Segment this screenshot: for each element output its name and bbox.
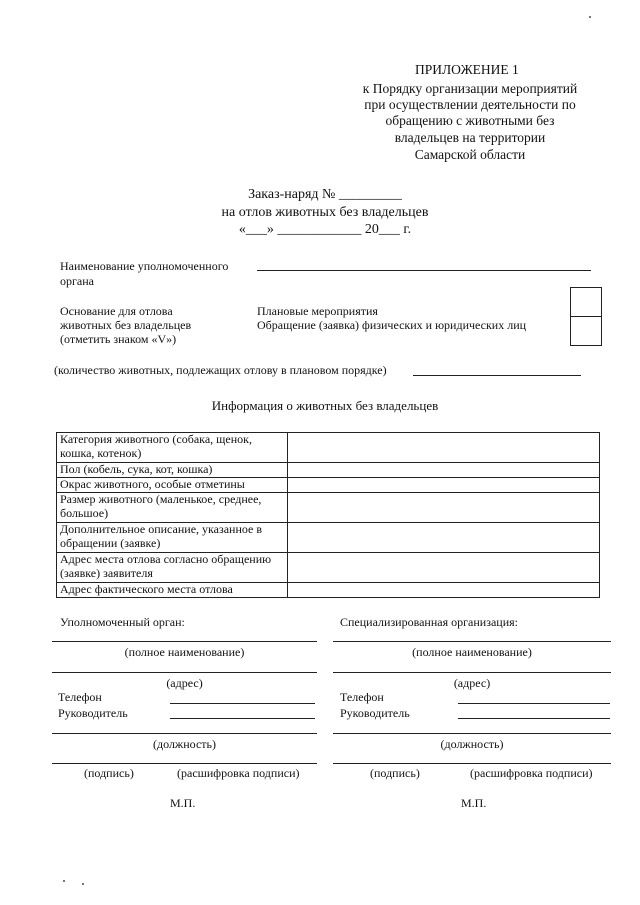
right-position-field[interactable] <box>333 733 611 734</box>
right-phone-field[interactable] <box>458 703 610 704</box>
row-label: Адрес фактического места отлова <box>57 583 288 598</box>
basis-option-planned: Плановые мероприятия <box>257 304 378 318</box>
checkbox-planned[interactable] <box>570 287 602 317</box>
row-value[interactable] <box>288 433 600 463</box>
table-row <box>57 523 600 553</box>
right-fullname-caption: (полное наименование) <box>412 645 532 659</box>
left-stamp: М.П. <box>170 796 196 810</box>
left-signature-caption: (подпись) <box>84 766 134 780</box>
authority-label: Наименование уполномоченного <box>60 259 229 273</box>
table-row <box>57 463 600 478</box>
count-label: (количество животных, подлежащих отлову в плановом порядке) <box>54 363 387 377</box>
right-heading: Специализированная организация: <box>340 615 518 629</box>
table-row <box>57 433 600 463</box>
basis-label: животных без владельцев <box>60 318 192 332</box>
left-head-label: Руководитель <box>58 706 128 720</box>
order-subtitle: на отлов животных без владельцев <box>221 205 429 220</box>
info-title: Информация о животных без владельцев <box>211 398 439 413</box>
left-position-caption: (должность) <box>153 737 216 751</box>
basis-label: (отметить знаком «V») <box>60 332 177 346</box>
right-head-field[interactable] <box>458 718 610 719</box>
left-heading: Уполномоченный орган: <box>60 615 185 629</box>
left-decoding-caption: (расшифровка подписи) <box>177 766 300 780</box>
row-label: Категория животного (собака, щенок, кошка, котенок) <box>57 433 288 463</box>
row-value[interactable] <box>288 478 600 493</box>
scan-speck <box>63 880 65 882</box>
appendix-line: обращению с животными без <box>385 113 555 128</box>
table-row <box>57 478 600 493</box>
left-address-caption: (адрес) <box>166 676 203 690</box>
appendix-line: к Порядку организации мероприятий <box>362 81 578 96</box>
left-phone-label: Телефон <box>58 690 102 704</box>
left-name-field-2[interactable] <box>52 672 317 673</box>
left-position-field[interactable] <box>52 733 317 734</box>
appendix-line: при осуществлении деятельности по <box>364 97 576 112</box>
right-name-field-1[interactable] <box>333 641 611 642</box>
scan-speck <box>82 883 84 885</box>
authority-field[interactable] <box>257 270 591 271</box>
order-title: Заказ-наряд № _________ <box>248 187 402 202</box>
left-signature-field[interactable] <box>52 763 317 764</box>
row-label: Размер животного (маленькое, среднее, большое) <box>57 493 288 523</box>
appendix-line: владельцев на территории <box>394 130 546 145</box>
right-signature-field[interactable] <box>333 763 611 764</box>
basis-label: Основание для отлова <box>60 304 173 318</box>
right-address-caption: (адрес) <box>453 676 491 690</box>
row-value[interactable] <box>288 553 600 583</box>
left-name-field-1[interactable] <box>52 641 317 642</box>
checkbox-request[interactable] <box>570 315 602 346</box>
left-phone-field[interactable] <box>170 703 315 704</box>
left-fullname-caption: (полное наименование) <box>124 645 245 659</box>
row-value[interactable] <box>288 493 600 523</box>
right-head-label: Руководитель <box>340 706 410 720</box>
authority-label: органа <box>60 274 94 288</box>
table-row <box>57 553 600 583</box>
table-row <box>57 493 600 523</box>
row-value[interactable] <box>288 583 600 598</box>
row-label: Адрес места отлова согласно обращению (заявке) заявителя <box>57 553 288 583</box>
right-stamp: М.П. <box>461 796 487 810</box>
appendix-title: ПРИЛОЖЕНИЕ 1 <box>415 62 519 77</box>
row-value[interactable] <box>288 463 600 478</box>
right-decoding-caption: (расшифровка подписи) <box>470 766 593 780</box>
count-field[interactable] <box>413 375 581 376</box>
scan-speck <box>589 16 591 18</box>
appendix-line: Самарской области <box>414 147 526 162</box>
row-label: Дополнительное описание, указанное в обращении (заявке) <box>57 523 288 553</box>
order-date: «___» ____________ 20___ г. <box>238 222 412 237</box>
row-value[interactable] <box>288 523 600 553</box>
row-label: Пол (кобель, сука, кот, кошка) <box>57 463 288 478</box>
info-table <box>56 432 600 598</box>
right-position-caption: (должность) <box>440 737 504 751</box>
table-row <box>57 583 600 598</box>
right-signature-caption: (подпись) <box>370 766 420 780</box>
right-phone-label: Телефон <box>340 690 384 704</box>
right-name-field-2[interactable] <box>333 672 611 673</box>
left-head-field[interactable] <box>170 718 315 719</box>
basis-option-request: Обращение (заявка) физических и юридических лиц <box>257 318 527 332</box>
row-label: Окрас животного, особые отметины <box>57 478 288 493</box>
